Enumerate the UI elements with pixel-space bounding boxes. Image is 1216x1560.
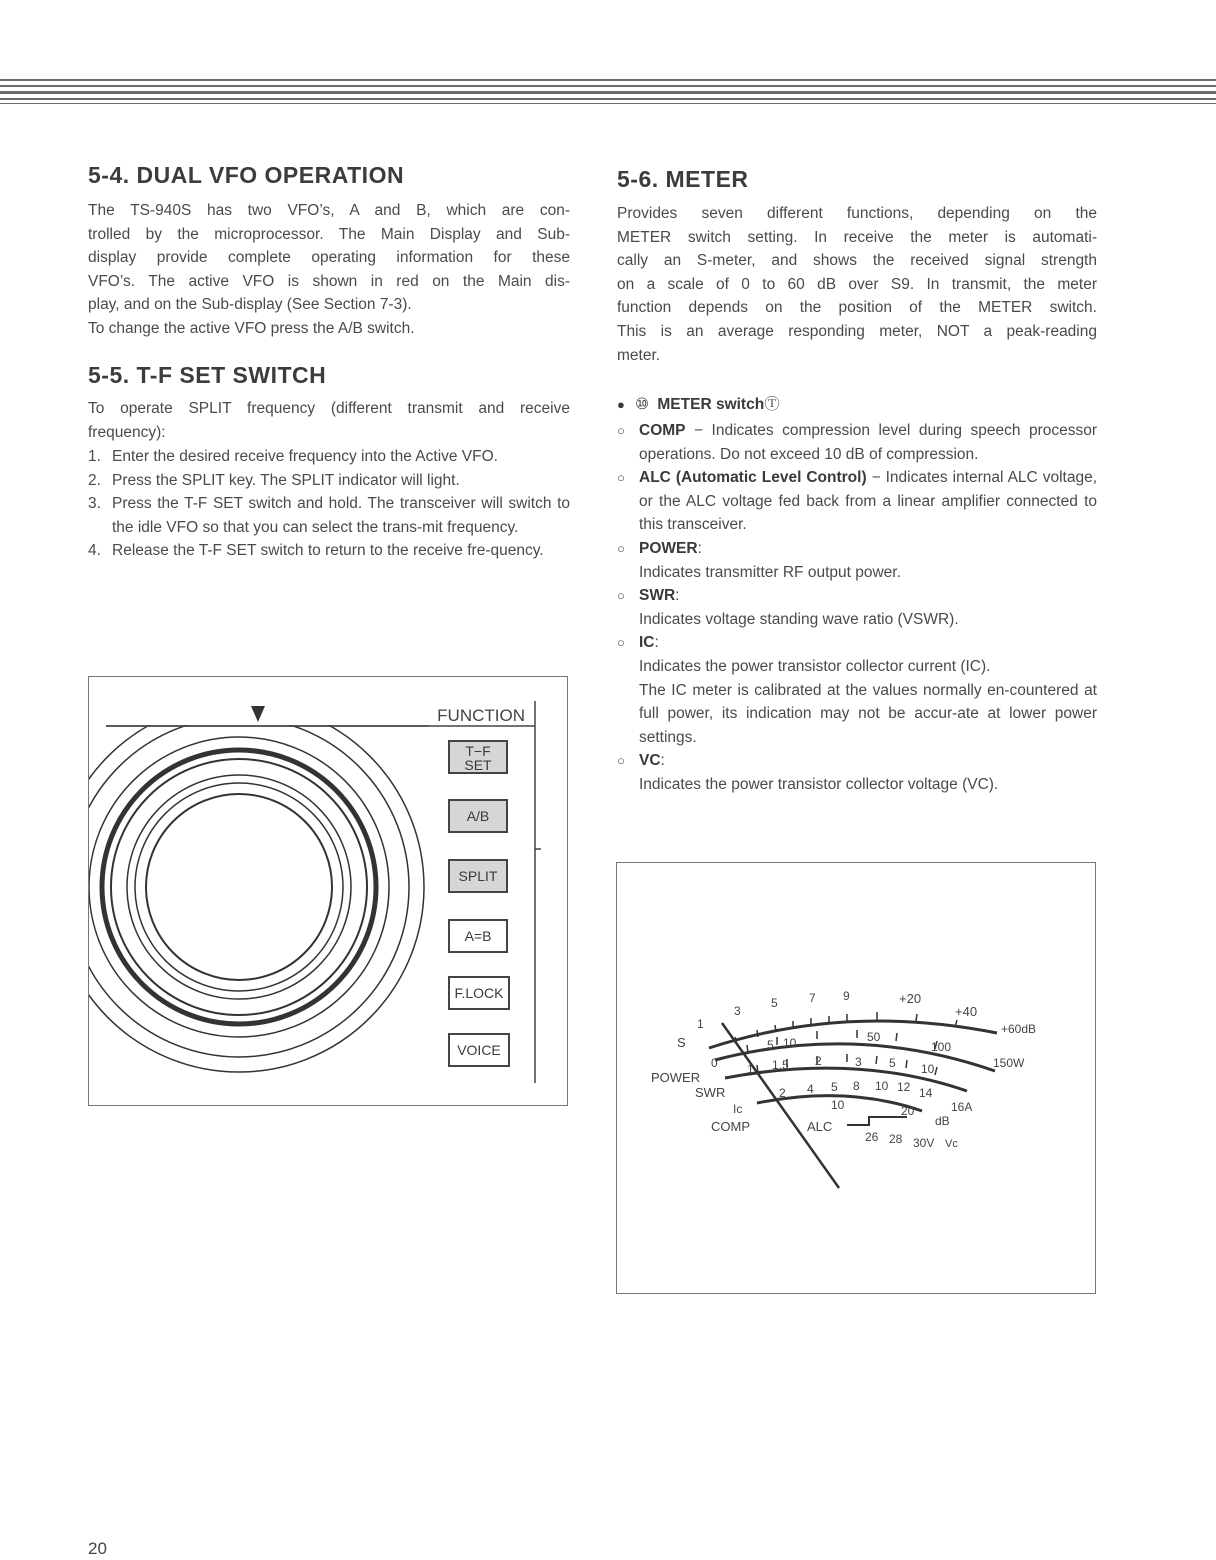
body-line: on a scale of 0 to 60 dB over S9. In transmit, the meter [617, 275, 1097, 293]
a-equals-b-key[interactable]: A=B [448, 919, 508, 953]
list-item [88, 492, 570, 539]
circle-bullet-icon: ○ [617, 635, 625, 651]
tick-label: +40 [955, 1004, 978, 1019]
list-item [617, 466, 1097, 537]
circle-bullet-icon: ○ [617, 540, 625, 556]
function-desc: Indicates transmitter RF output power. [639, 563, 901, 581]
voice-key[interactable]: VOICE [448, 1033, 510, 1067]
tick-label: 1 [747, 1062, 754, 1076]
key-label: T−F [465, 743, 491, 759]
meter-face-figure [616, 862, 1096, 1294]
tick-label: 14 [919, 1086, 933, 1100]
circle-bullet-icon: ○ [617, 753, 625, 769]
filled-bullet-icon: ● [617, 397, 625, 412]
ab-key[interactable]: A/B [448, 799, 508, 833]
tick-label: 150W [993, 1056, 1025, 1070]
tuning-dial-icon [89, 702, 424, 1072]
function-desc: Indicates voltage standing wave ratio (VSWR). [639, 610, 959, 628]
scale-label-comp: COMP [711, 1119, 750, 1134]
function-note: The IC meter is calibrated at the values normally en-countered at full power, its indication may not be accur-ate at lower power settings. [639, 681, 1097, 746]
tick-label: 10 [783, 1036, 797, 1050]
tick-label: 16A [951, 1100, 973, 1114]
scale-label-ic: Ic [733, 1102, 743, 1116]
tick-label: 10 [875, 1079, 889, 1093]
step-number: 4. [88, 542, 101, 560]
header-rule-5 [0, 103, 1216, 104]
section-5-5-title: 5-5. T-F SET SWITCH [88, 362, 327, 388]
tick-label: +60dB [1001, 1022, 1037, 1036]
list-item [617, 631, 1097, 749]
function-name: VC [639, 752, 661, 770]
function-desc: Indicates the power transistor collector current (IC). [639, 657, 991, 675]
step-number: 2. [88, 471, 101, 489]
body-line: trolled by the microprocessor. The Main Display and Sub- [88, 225, 570, 243]
circle-bullet-icon: ○ [617, 423, 625, 438]
body-line: function depends on the position of the METER switch. [617, 299, 1097, 317]
scale-label-power: POWER [651, 1070, 701, 1085]
tick-label: 100 [931, 1040, 952, 1054]
body-line: meter. [617, 346, 661, 364]
tick-label: +20 [899, 991, 922, 1006]
tick-label: 1.5 [772, 1058, 789, 1072]
header-rule-3 [0, 91, 1216, 94]
function-desc: − Indicates compression level during speech processor operations. Do not exceed 10 dB of compression. [639, 422, 1097, 463]
tick-label: 3 [734, 1004, 741, 1018]
meter-functions-list [617, 419, 1097, 797]
function-panel-figure [88, 676, 568, 1106]
tick-label: 2 [815, 1054, 822, 1068]
list-item [617, 419, 1097, 466]
tf-set-key[interactable] [448, 740, 508, 774]
meter-switch-label: METER switch [657, 396, 765, 413]
function-name: IC [639, 634, 655, 652]
tick-label: 28 [889, 1132, 903, 1146]
scale-label-s: S [677, 1035, 686, 1050]
tick-label: 5 [767, 1038, 774, 1052]
section-5-5-intro [88, 397, 570, 444]
body-line: play, and on the Sub-display (See Section 7-3). [88, 296, 412, 314]
body-line: display provide complete operating information for these [88, 249, 570, 267]
tick-label: 50 [867, 1030, 881, 1044]
function-desc: Indicates the power transistor collector voltage (VC). [639, 775, 999, 793]
body-line: The TS-940S has two VFO’s, A and B, which are con- [88, 202, 570, 219]
body-line: METER switch setting. In receive the meter is automati- [617, 228, 1097, 246]
step-number: 1. [88, 448, 101, 465]
page-number: 20 [88, 1539, 107, 1558]
function-name: COMP [639, 422, 686, 439]
circle-bullet-icon: ○ [617, 470, 625, 486]
list-item [617, 537, 1097, 584]
key-label: SET [464, 757, 492, 773]
body-line: cally an S-meter, and shows the received signal strength [617, 252, 1097, 270]
header-rule-2 [0, 85, 1216, 87]
tick-label: 1 [697, 1017, 704, 1031]
step-text: Enter the desired receive frequency into the Active VFO. [112, 448, 498, 465]
tick-label: 9 [843, 989, 850, 1003]
body-line: To operate SPLIT frequency (different transmit and receive [88, 400, 570, 417]
tick-label: 26 [865, 1130, 879, 1144]
tick-label: 5 [771, 996, 778, 1010]
callout-number: ⑩ [635, 396, 650, 413]
scale-label-alc: ALC [807, 1119, 833, 1134]
tick-label: 12 [897, 1080, 911, 1094]
function-sep: : [654, 634, 659, 652]
list-item [617, 749, 1097, 796]
tick-label: dB [935, 1114, 950, 1128]
tick-label: 0 [711, 1056, 718, 1070]
section-5-4-title: 5-4. DUAL VFO OPERATION [88, 162, 405, 188]
alc-bracket [847, 1117, 907, 1125]
tick-label: 5 [831, 1080, 838, 1094]
body-line: VFO’s. The active VFO is shown in red on the Main dis- [88, 272, 570, 290]
callout-ref: Ⓣ [764, 396, 780, 413]
function-name: SWR [639, 587, 676, 605]
list-item [88, 469, 570, 493]
body-line: This is an average responding meter, NOT a peak-reading [617, 322, 1097, 340]
tick-label: 30V [913, 1136, 935, 1150]
tick-label: Vc [945, 1138, 958, 1150]
list-item [617, 584, 1097, 631]
header-rule-1 [0, 79, 1216, 81]
tick-label: 20 [901, 1104, 915, 1118]
section-5-6-body [617, 202, 1097, 367]
split-key[interactable]: SPLIT [448, 859, 508, 893]
function-desc: − Indicates internal ALC voltage, or the ALC voltage fed back from a linear amplifier connected to this transceiver. [639, 469, 1097, 534]
meter-face-drawing [617, 863, 1095, 1293]
split-steps-list [88, 445, 570, 563]
tick-label: 2 [779, 1086, 786, 1100]
section-5-6-title: 5-6. METER [617, 166, 749, 192]
tick-label: 7 [809, 991, 816, 1005]
header-rule-4 [0, 98, 1216, 100]
body-line: Provides seven different functions, depending on the [617, 205, 1097, 222]
tick-label: 5 [889, 1056, 896, 1070]
function-label: FUNCTION [437, 706, 525, 725]
body-line: frequency): [88, 423, 166, 441]
function-sep: : [675, 587, 680, 605]
body-line: To change the active VFO press the A/B switch. [88, 319, 415, 337]
function-sep: : [660, 752, 665, 770]
circle-bullet-icon: ○ [617, 588, 625, 604]
function-name: POWER [639, 539, 698, 557]
tick-label: 10 [831, 1098, 845, 1112]
tick-label: 8 [853, 1079, 860, 1093]
meter-switch-heading [617, 392, 780, 414]
tick-label: 10 [921, 1062, 935, 1076]
function-sep: : [697, 539, 702, 557]
list-item [88, 445, 570, 469]
step-number: 3. [88, 495, 101, 513]
list-item [88, 539, 570, 563]
step-text: Press the SPLIT key. The SPLIT indicator will light. [112, 471, 460, 489]
tick-label: 3 [855, 1055, 862, 1069]
tick-label: 4 [807, 1082, 814, 1096]
step-text: Release the T-F SET switch to return to the receive fre-quency. [112, 542, 544, 560]
section-5-4-body [88, 199, 570, 341]
function-name: ALC (Automatic Level Control) [639, 469, 867, 487]
scale-label-swr: SWR [695, 1085, 726, 1100]
flock-key[interactable]: F.LOCK [448, 976, 510, 1010]
step-text: Press the T-F SET switch and hold. The transceiver will switch to the idle VFO so that you can select the trans-mit frequency. [112, 495, 570, 536]
